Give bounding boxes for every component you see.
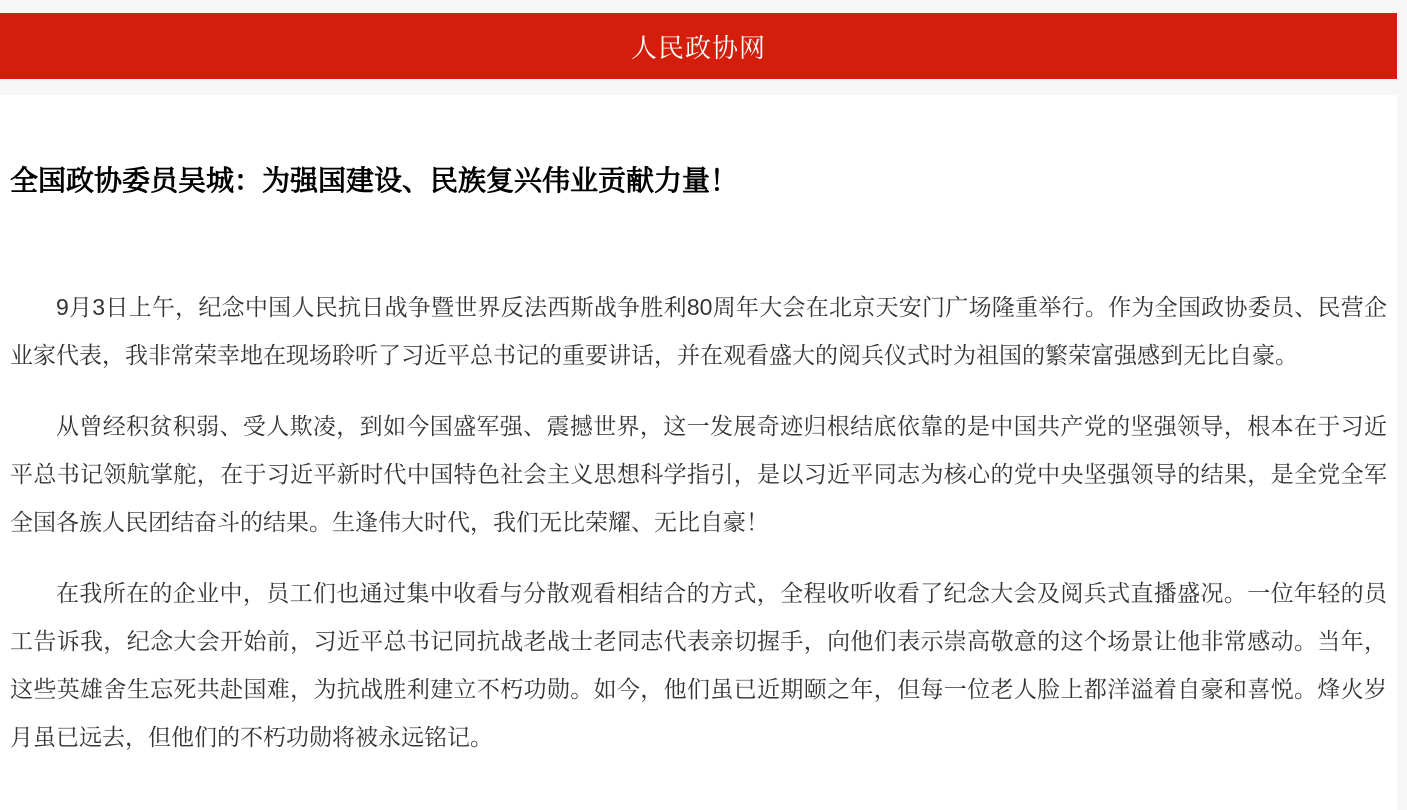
- article-body: [0, 201, 1397, 761]
- site-header-bar: [0, 13, 1397, 79]
- article-paragraph-1: 9月3日上午，纪念中国人民抗日战争暨世界反法西斯战争胜利80周年大会在北京天安门广场隆重举行。作为全国政协委员、民营企业家代表，我非常荣幸地在现场聆听了习近平总书记的重要讲话，并在观看盛大的阅兵仪式时为祖国的繁荣富强感到无比自豪。: [10, 294, 1387, 368]
- article-title: 全国政协委员吴城：为强国建设、民族复兴伟业贡献力量！: [10, 165, 739, 196]
- article-content: [0, 95, 1397, 810]
- article-paragraph-2: 从曾经积贫积弱、受人欺凌，到如今国盛军强、震撼世界，这一发展奇迹归根结底依靠的是中国共产党的坚强领导，根本在于习近平总书记领航掌舵，在于习近平新时代中国特色社会主义思想科学指引，是以习近平同志为核心的党中央坚强领导的结果，是全党全军全国各族人民团结奋斗的结果。生逢伟大时代，我们无比荣耀、无比自豪！: [10, 413, 1387, 535]
- article-paragraph-3: 在我所在的企业中，员工们也通过集中收看与分散观看相结合的方式，全程收听收看了纪念大会及阅兵式直播盛况。一位年轻的员工告诉我，纪念大会开始前，习近平总书记同抗战老战士老同志代表亲切握手，向他们表示崇高敬意的这个场景让他非常感动。当年，这些英雄舍生忘死共赴国难，为抗战胜利建立不朽功勋。如今，他们虽已近期颐之年，但每一位老人脸上都洋溢着自豪和喜悦。烽火岁月虽已远去，但他们的不朽功勋将被永远铭记。: [10, 580, 1387, 750]
- site-title[interactable]: 人民政协网: [630, 32, 766, 63]
